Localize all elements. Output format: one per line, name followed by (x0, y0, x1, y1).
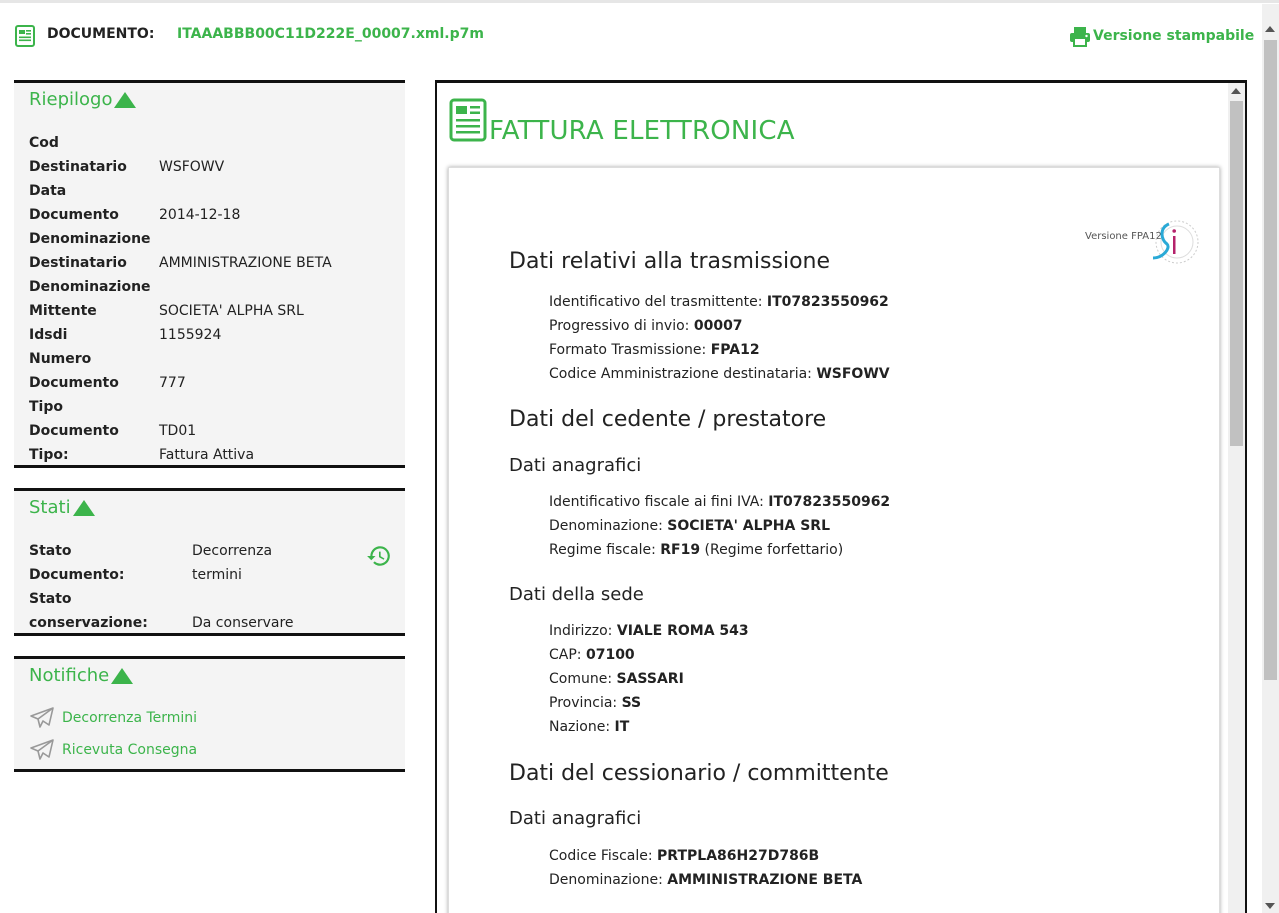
invoice-field: Denominazione: AMMINISTRAZIONE BETA (549, 872, 863, 888)
riepilogo-panel (14, 80, 405, 468)
notifiche-title: Notifiche (29, 665, 110, 686)
field-label: Destinatario (29, 255, 127, 271)
invoice-field: Indirizzo: VIALE ROMA 543 (549, 623, 749, 639)
field-value: Decorrenza (192, 543, 273, 559)
viewer-scroll-thumb[interactable] (1230, 101, 1243, 446)
top-divider (0, 0, 1279, 3)
field-label: Data (29, 183, 67, 199)
notification-label: Ricevuta Consegna (62, 742, 198, 758)
field-label: Mittente (29, 303, 97, 319)
invoice-field: CAP: 07100 (549, 647, 635, 663)
field-label: Documento (29, 375, 119, 391)
invoice-field: Identificativo fiscale ai fini IVA: IT07823550962 (549, 494, 891, 510)
field-value: SOCIETA' ALPHA SRL (159, 303, 304, 319)
printer-icon (1069, 25, 1091, 47)
paper-plane-icon (30, 707, 54, 729)
field-label: Documento: (29, 567, 125, 583)
notifiche-toggle[interactable] (29, 665, 133, 686)
invoice-field: Codice Amministrazione destinataria: WSFOWV (549, 366, 890, 382)
viewer-scrollbar[interactable] (1228, 83, 1245, 913)
invoice-field: Identificativo del trasmittente: IT07823550962 (549, 294, 889, 310)
field-label: Tipo (29, 399, 63, 415)
invoice-field: Denominazione: SOCIETA' ALPHA SRL (549, 518, 830, 534)
riepilogo-title: Riepilogo (29, 89, 113, 110)
invoice-viewer (435, 80, 1247, 913)
scroll-up-arrow-icon[interactable] (1265, 26, 1275, 32)
invoice-title: FATTURA ELETTRONICA (489, 116, 795, 146)
invoice-field: Provincia: SS (549, 695, 642, 711)
field-label: Tipo: (29, 447, 69, 463)
invoice-field: Codice Fiscale: PRTPLA86H27D786B (549, 848, 820, 864)
scroll-up-arrow-icon[interactable] (1231, 88, 1241, 94)
field-value: Da conservare (192, 615, 294, 631)
subsection-heading: Dati anagrafici (509, 808, 642, 829)
field-label: Stato (29, 591, 72, 607)
field-label: Denominazione (29, 231, 151, 247)
subsection-heading: Dati della sede (509, 584, 644, 605)
stati-toggle[interactable] (29, 497, 95, 518)
collapse-up-icon (73, 500, 95, 516)
section-heading: Dati relativi alla trasmissione (509, 249, 831, 274)
field-label: Idsdi (29, 327, 68, 343)
field-label: Denominazione (29, 279, 151, 295)
field-value: 777 (159, 375, 186, 391)
field-value: 2014-12-18 (159, 207, 241, 223)
collapse-up-icon (111, 668, 133, 684)
stati-title: Stati (29, 497, 71, 518)
invoice-field: Formato Trasmissione: FPA12 (549, 342, 760, 358)
field-value: termini (192, 567, 242, 583)
invoice-icon (449, 98, 487, 142)
document-icon (15, 25, 35, 47)
invoice-field: Regime fiscale: RF19 (Regime forfettario) (549, 542, 844, 558)
field-label: Destinatario (29, 159, 127, 175)
invoice-field: Progressivo di invio: 00007 (549, 318, 743, 334)
scroll-down-arrow-icon[interactable] (1265, 903, 1275, 909)
field-value: TD01 (159, 423, 197, 439)
page-scroll-thumb[interactable] (1264, 40, 1277, 680)
field-label: Numero (29, 351, 92, 367)
field-value: 1155924 (159, 327, 222, 343)
field-label: Cod (29, 135, 59, 151)
field-label: Documento (29, 207, 119, 223)
field-value: Fattura Attiva (159, 447, 255, 463)
document-filename: ITAAABBB00C11D222E_00007.xml.p7m (177, 26, 484, 42)
field-value: WSFOWV (159, 159, 225, 175)
collapse-up-icon (114, 92, 136, 108)
history-icon[interactable] (366, 543, 392, 569)
field-label: Documento (29, 423, 119, 439)
paper-plane-icon (30, 739, 54, 761)
riepilogo-toggle[interactable] (29, 89, 136, 110)
notification-link[interactable] (30, 739, 197, 761)
notifiche-panel (14, 656, 405, 772)
page-scrollbar[interactable] (1262, 4, 1279, 913)
invoice-card (448, 167, 1220, 913)
document-label: DOCUMENTO: (47, 26, 155, 42)
field-value: AMMINISTRAZIONE BETA (159, 255, 332, 271)
stati-panel (14, 488, 405, 636)
invoice-field: Comune: SASSARI (549, 671, 684, 687)
version-label: Versione FPA12 (1085, 231, 1162, 242)
invoice-field: Nazione: IT (549, 719, 630, 735)
field-label: Stato (29, 543, 72, 559)
section-heading: Dati del cessionario / committente (509, 761, 889, 786)
print-version-link[interactable] (1069, 24, 1254, 48)
sdi-logo-icon (1141, 218, 1199, 266)
subsection-heading: Dati anagrafici (509, 455, 642, 476)
field-label: conservazione: (29, 615, 148, 631)
notification-link[interactable] (30, 707, 197, 729)
section-heading: Dati del cedente / prestatore (509, 407, 827, 432)
notification-label: Decorrenza Termini (62, 710, 198, 726)
print-version-label: Versione stampabile (1093, 28, 1255, 44)
